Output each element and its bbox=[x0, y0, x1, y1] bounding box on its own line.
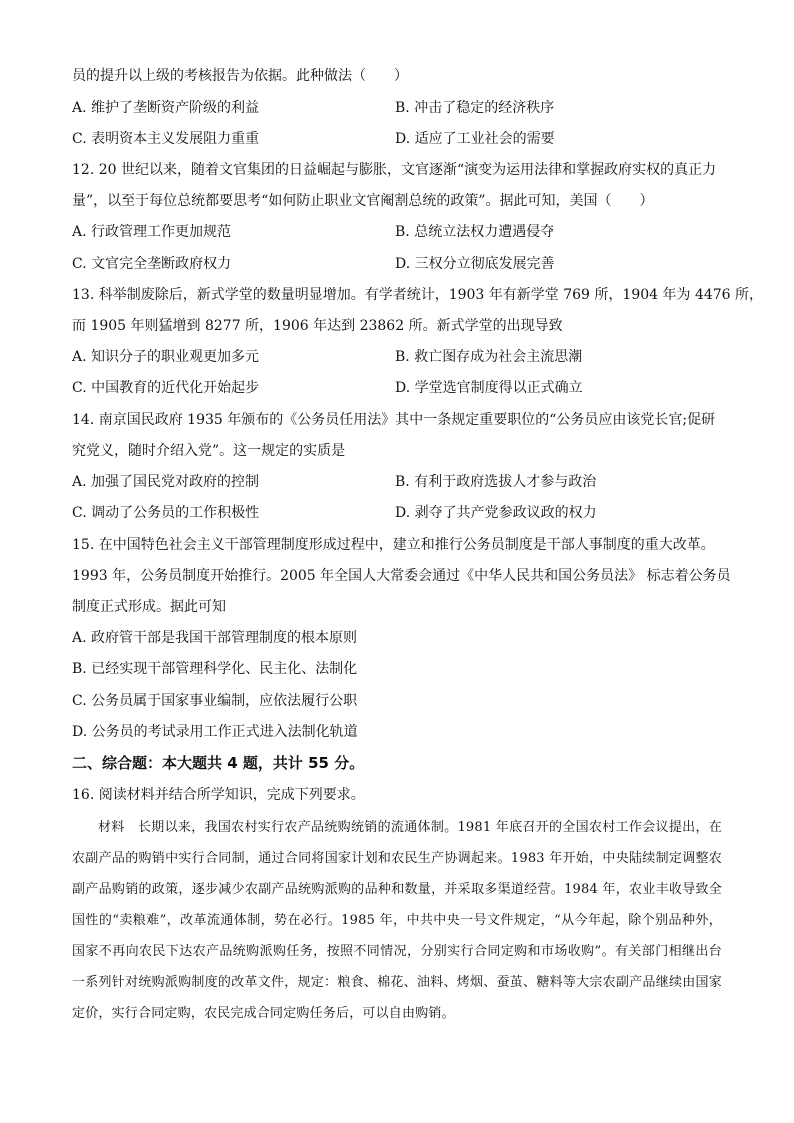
q14-option-c[interactable]: C. 调动了公务员的工作积极性 bbox=[72, 505, 260, 521]
q13-option-d[interactable]: D. 学堂选官制度得以正式确立 bbox=[395, 380, 583, 396]
q16-stem: 16. 阅读材料并结合所学知识，完成下列要求。 bbox=[72, 787, 365, 803]
q12-option-c[interactable]: C. 文官完全垄断政府权力 bbox=[72, 256, 232, 272]
q13-stem-line1: 13. 科举制废除后，新式学堂的数量明显增加。有学者统计，1903 年有新学堂 769 所，1904 年为 4476 所， bbox=[72, 287, 764, 303]
q14-option-d[interactable]: D. 剥夺了共产党参政议政的权力 bbox=[395, 505, 597, 521]
q13-stem-line2: 而 1905 年则猛增到 8277 所，1906 年达到 23862 所。新式学堂的出现导致 bbox=[72, 318, 563, 334]
q14-option-b[interactable]: B. 有利于政府选拔人才参与政治 bbox=[395, 474, 597, 490]
q15-option-b[interactable]: B. 已经实现干部管理科学化、民主化、法制化 bbox=[72, 661, 358, 677]
q14-option-a[interactable]: A. 加强了国民党对政府的控制 bbox=[72, 474, 260, 490]
q12-option-d[interactable]: D. 三权分立彻底发展完善 bbox=[395, 256, 555, 272]
q11-option-d[interactable]: D. 适应了工业社会的需要 bbox=[395, 131, 555, 147]
q12-option-a[interactable]: A. 行政管理工作更加规范 bbox=[72, 224, 232, 240]
q16-material: 材料 长期以来，我国农村实行农产品统购统销的流通体制。1981 年底召开的全国农村工作会议提出，在农副产品的购销中实行合同制，通过合同将国家计划和农民生产协调起来。1983 年开始，中央陆续制定调整农副产品购销的政策，逐步减少农副产品统购派购的品种和数量，并采取多渠道经营。1984 年，农业丰收导致全国性的“卖粮难”，改革流通体制，势在必行。1985 年，中共中央一号文件规定，“从今年起，除个别品种外，国家不再向农民下达农产品统购派购任务，按照不同情况，分别实行合同定购和市场收购”。有关部门相继出台一系列针对统购派购制度的改革文件，规定：粮食、棉花、油料、烤烟、蚕茧、糖料等大宗农副产品继续由国家定价，实行合同定购，农民完成合同定购任务后，可以自由购销。 bbox=[72, 820, 722, 1021]
q12-option-b[interactable]: B. 总统立法权力遭遇侵夺 bbox=[395, 224, 555, 240]
q15-stem-line2: 1993 年，公务员制度开始推行。2005 年全国人大常委会通过《中华人民共和国公务员法》 标志着公务员 bbox=[72, 568, 731, 584]
q14-stem-line1: 14. 南京国民政府 1935 年颁布的《公务员任用法》其中一条规定重要职位的“公务员应由该党长官;促研 bbox=[72, 412, 716, 428]
q15-option-a[interactable]: A. 政府管干部是我国干部管理制度的根本原则 bbox=[72, 630, 358, 646]
q11-option-c[interactable]: C. 表明资本主义发展阻力重重 bbox=[72, 131, 260, 147]
q15-stem-line1: 15. 在中国特色社会主义干部管理制度形成过程中，建立和推行公务员制度是干部人事制度的重大改革。 bbox=[72, 537, 715, 553]
q12-stem-line2: 量”，以至于每位总统都要思考“如何防止职业文官阉割总统的政策”。据此可知，美国（ ） bbox=[72, 193, 654, 209]
q13-option-c[interactable]: C. 中国教育的近代化开始起步 bbox=[72, 380, 260, 396]
q13-option-b[interactable]: B. 救亡图存成为社会主流思潮 bbox=[395, 349, 583, 365]
q15-stem-line3: 制度正式形成。据此可知 bbox=[72, 599, 226, 615]
q13-option-a[interactable]: A. 知识分子的职业观更加多元 bbox=[72, 349, 260, 365]
q12-stem-line1: 12. 20 世纪以来，随着文官集团的日益崛起与膨胀，文官逐渐“演变为运用法律和掌握政府实权的真正力 bbox=[72, 162, 717, 178]
q11-option-b[interactable]: B. 冲击了稳定的经济秩序 bbox=[395, 100, 555, 116]
q14-stem-line2: 究党义，随时介绍入党”。这一规定的实质是 bbox=[72, 443, 346, 459]
section-heading: 二、综合题：本大题共 4 题，共计 55 分。 bbox=[72, 754, 365, 772]
q11-option-a[interactable]: A. 维护了垄断资产阶级的利益 bbox=[72, 100, 260, 116]
q15-option-d[interactable]: D. 公务员的考试录用工作正式进入法制化轨道 bbox=[72, 724, 358, 740]
q11-stem: 员的提升以上级的考核报告为依据。此种做法（ ） bbox=[72, 68, 408, 84]
q15-option-c[interactable]: C. 公务员属于国家事业编制，应依法履行公职 bbox=[72, 693, 358, 709]
